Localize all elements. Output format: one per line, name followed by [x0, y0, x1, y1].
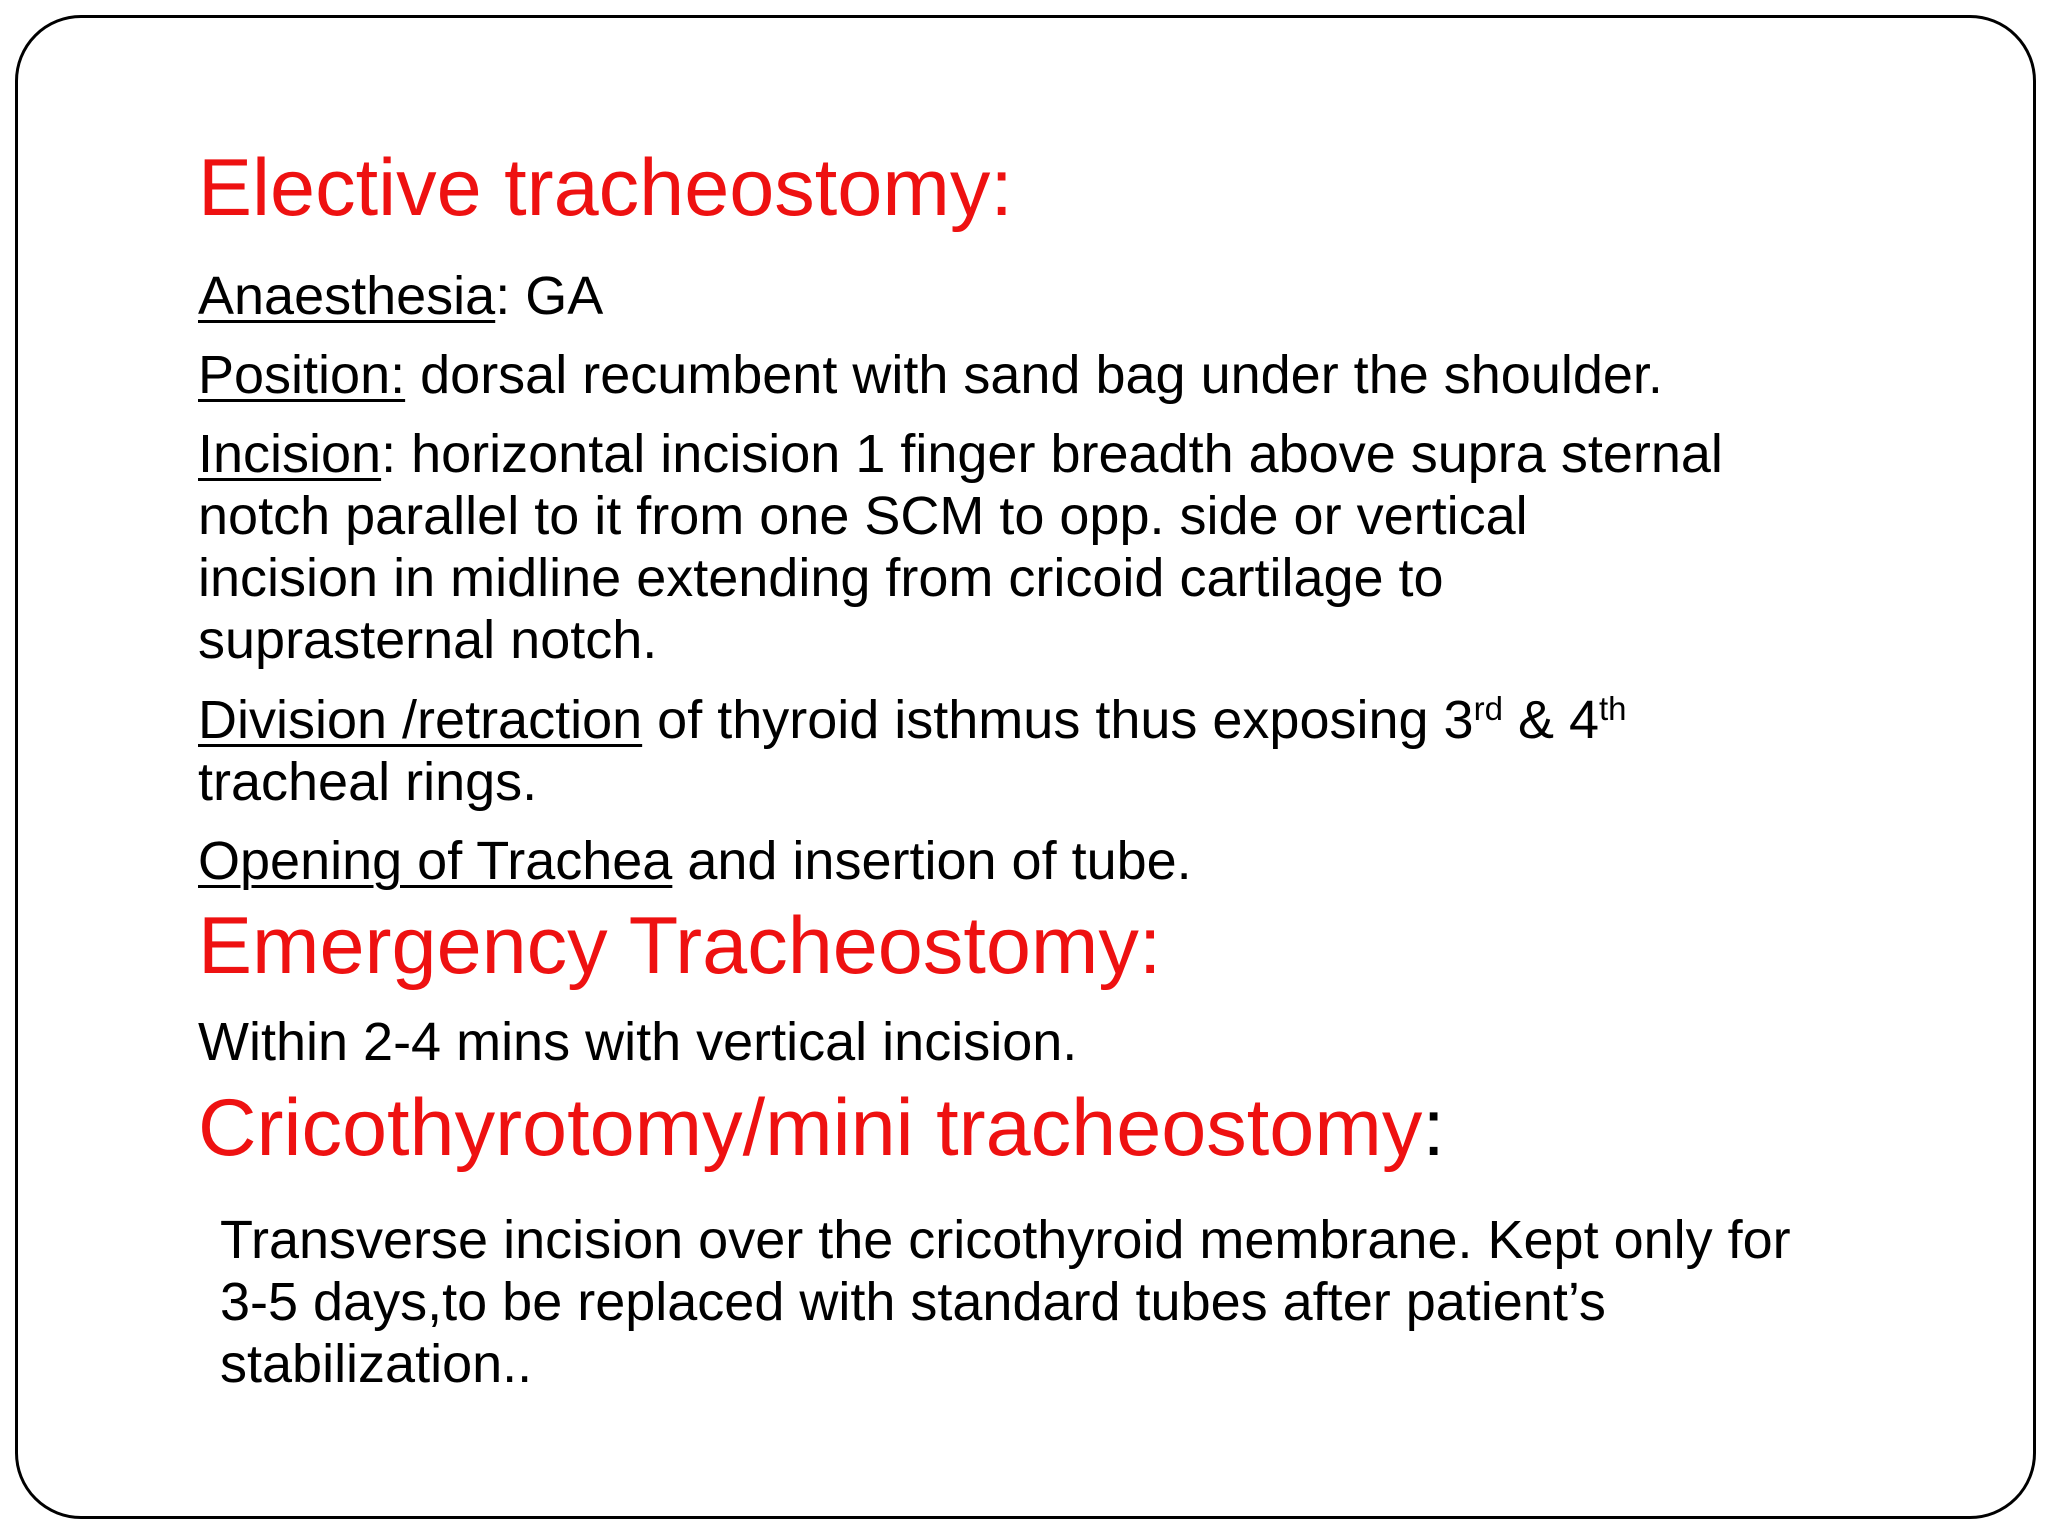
cricothyrotomy-line-1: Transverse incision over the cricothyroid membrane. Kept only for [220, 1210, 1791, 1270]
division-text-b: & 4 [1502, 690, 1599, 750]
incision-item [198, 423, 2048, 671]
division-line-2: tracheal rings. [198, 752, 538, 812]
division-label: Division /retraction [198, 690, 643, 750]
division-sup-rd: rd [1473, 690, 1503, 727]
emergency-text: Within 2-4 mins with vertical incision. [198, 1012, 1078, 1072]
cricothyrotomy-colon: : [1422, 1083, 1445, 1173]
cricothyrotomy-line-2: 3-5 days,to be replaced with standard tubes after patient’s [220, 1272, 1606, 1332]
position-label: Position: [198, 345, 406, 405]
anaesthesia-item [198, 265, 2048, 327]
division-item [198, 689, 2048, 813]
division-sup-th: th [1599, 690, 1627, 727]
opening-label: Opening of Trachea [198, 831, 673, 891]
cricothyrotomy-text [220, 1209, 2048, 1395]
elective-tracheostomy-heading: Elective tracheostomy: [198, 143, 1013, 233]
anaesthesia-label: Anaesthesia [198, 266, 496, 326]
incision-label: Incision [198, 424, 382, 484]
position-item [198, 344, 2048, 406]
emergency-tracheostomy-heading: Emergency Tracheostomy: [198, 901, 1162, 991]
division-text-a: of thyroid isthmus thus exposing 3 [642, 690, 1474, 750]
incision-line-2: notch parallel to it from one SCM to opp. side or vertical [198, 486, 1528, 546]
division-line-1 [198, 689, 2048, 751]
opening-item [198, 830, 2048, 892]
incision-line-1 [198, 423, 2048, 485]
anaesthesia-text: : GA [495, 266, 604, 326]
cricothyrotomy-title: Cricothyrotomy/mini tracheostomy [198, 1083, 1423, 1173]
cricothyrotomy-line-3: stabilization.. [220, 1334, 533, 1394]
opening-text: and insertion of tube. [672, 831, 1192, 891]
position-text: dorsal recumbent with sand bag under the shoulder. [405, 345, 1663, 405]
incision-line-4: suprasternal notch. [198, 610, 658, 670]
incision-text-1: : horizontal incision 1 finger breadth above supra sternal [381, 424, 1723, 484]
incision-line-3: incision in midline extending from cricoid cartilage to [198, 548, 1444, 608]
cricothyrotomy-heading [198, 1083, 1445, 1173]
